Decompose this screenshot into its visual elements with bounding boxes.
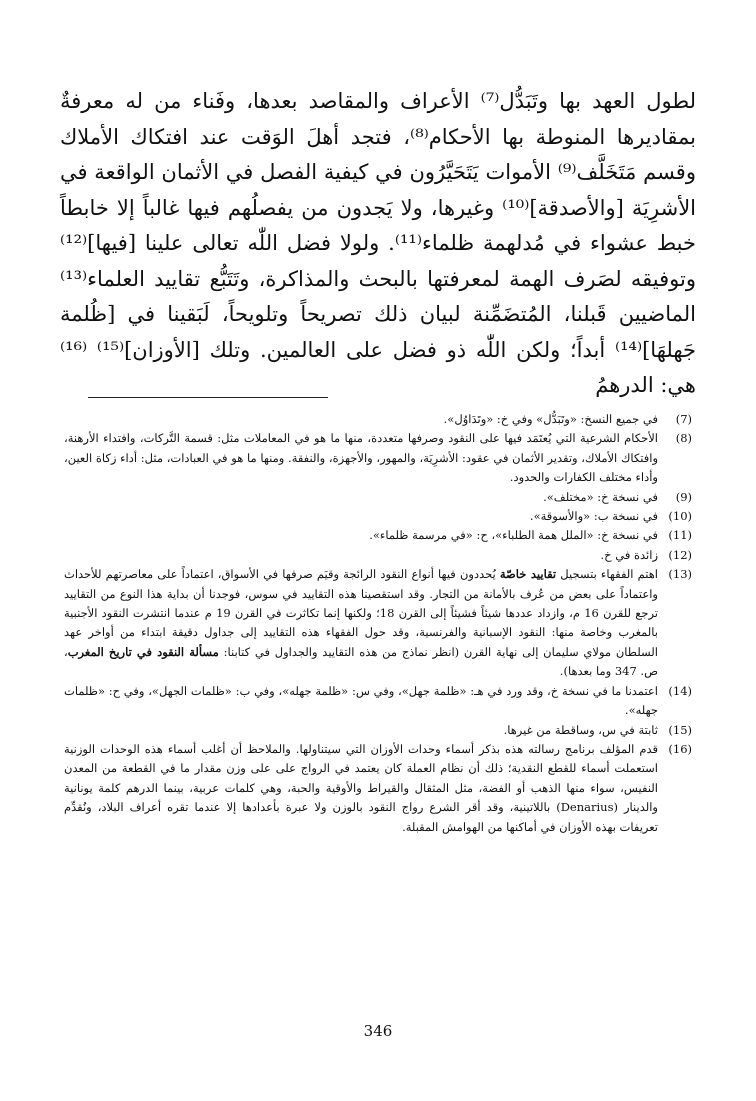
footnote-12 (64, 546, 692, 565)
footnote-text (64, 565, 658, 681)
footnote-text: قدم المؤلف برنامج رسالته هذه بذكر أسماء وحدات الأوزان التي سيتناولها. والملاحظ أن أغلب أسماء هذه الوحدات الوزنية استعملت أسماء للقطع النقدية؛ ذلك أن نظام العملة كان يعتمد في الرواج على على وزن مقدار ما في القطعة من المعدن النفيس، سواء منها الذهب أو الفضة، مثل المثقال والقيراط والأوقية والحبة، وهي كلمات عربية، بينما الدرهم كلمة يونانية والدينار (Denarius) باللاتينية، وقد أقر الشرع رواج النقود بالوزن ولا عبرة بأعدادها إلا عندما تقره أعراف البلاد، ونُقدِّم تعريفات بهذه الأوزان في أماكنها من الهوامش المقبلة. (64, 741, 658, 834)
footnote-text: الأحكام الشرعية التي يُعتَمَد فيها على النقود وصرفها متعددة، منها ما هو في المعاملات مثل: قسمة التَّركات، وافتداء الأرهنة، وافتكاك الأملاك، وتقدير الأثمان في عقود: الأشرِيَة، والمهور، والأجهزة، والنفقة. ومنها ما هو في العبادات، مثل: أداء زكاة العين، وأداء مختلف الكفارات والحدود. (64, 431, 658, 485)
footnote-text: ثابتة في س، وساقطة من غيرها. (503, 722, 658, 737)
footnote-number: (7) (675, 412, 692, 426)
page-body (60, 84, 696, 404)
footnote-text: في نسخة خ: «مختلف». (543, 489, 658, 504)
footnote-number: (11) (668, 528, 692, 543)
footnote-9 (64, 488, 692, 507)
footnote-text: زائدة في خ. (600, 547, 658, 562)
footnote-14 (64, 682, 692, 721)
main-text-block (60, 84, 696, 404)
footnotes (64, 410, 692, 837)
page-number: 346 (363, 1022, 393, 1040)
footnote-16 (64, 740, 692, 837)
footnote-15 (64, 721, 692, 740)
footnote-number: (15) (668, 722, 692, 737)
footnote-number: (10) (668, 509, 692, 524)
footnote-book-title: مسألة النقود في تاريخ المغرب (67, 644, 219, 659)
footnote-7 (64, 410, 692, 429)
footnote-text: في نسخة ب: «والأسوقة». (529, 509, 658, 524)
main-paragraph: لطول العهد بها وتَبَدُّل⁽⁷⁾ الأعراف والمقاصد بعدها، وفَناء من له معرفةٌ بمقاديرها المنوطة بها الأحكام⁽⁸⁾، فتجد أهلَ الوَقت عند افتكاك الأملاك وقسم مَتَخَلَّف⁽⁹⁾ الأموات يَتَحَيَّرُون في كيفية الفصل في الأثمان الواقعة في الأشرِيَة [والأصدقة]⁽¹⁰⁾ وغيرها، ولا يَجدون من يفصلُهم فيها غالباً إلا خابطاً خبط عشواء في مُدلهمة ظلماء⁽¹¹⁾. ولولا فضل اللّٰه تعالى علينا [فيها]⁽¹²⁾ وتوفيقه لصَرف الهمة لمعرفتها بالبحث والمذاكرة، وتَتَبُّع تقاييد العلماء⁽¹³⁾ الماضيين قَبلنا، المُتضَمِّنة لبيان ذلك تصريحاً وتلويحاً، لَبَقينا في [ظُلمة جَهلهَا]⁽¹⁴⁾ أبداً؛ ولكن اللّٰه ذو فضل على العالمين. وتلك [الأوزان]⁽¹⁵⁾ ⁽¹⁶⁾ هي: الدرهمُ (60, 89, 697, 397)
footnote-8 (64, 429, 692, 487)
footnote-text-part: اهتم الفقهاء بتسجيل (556, 567, 658, 582)
footnote-text-part: ، ص. 347 وما بعدها). (64, 644, 658, 679)
footnote-bold-term: تقاييد خاصّة (499, 567, 557, 582)
footnote-number: (13) (668, 567, 692, 582)
footnote-text: في جميع النسخ: «وتَبَدُّل» وفي خ: «وتَدَاوُل». (443, 412, 658, 426)
footnote-number: (14) (668, 683, 692, 698)
footnote-number: (12) (668, 547, 692, 562)
footnote-separator (88, 397, 328, 398)
footnote-text: اعتمدنا ما في نسخة خ، وقد ورد في هـ: «ظلمة جهل»، وفي س: «ظلمة جهله»، وفي ب: «ظلمات الجهل»، وفي ح: «ظلمات جهله». (64, 683, 658, 718)
footnote-number: (9) (675, 489, 692, 504)
footnote-number: (8) (675, 431, 692, 446)
footnote-text: في نسخة خ: «الملل همة الطلباء»، ح: «في مرسمة ظلماء». (369, 528, 658, 543)
footnote-number: (16) (668, 741, 692, 756)
footnote-13 (64, 565, 692, 681)
footnote-10 (64, 507, 692, 526)
footnote-text-part: يُحددون فيها أنواع النقود الرائجة وقيَم صرفها في الأسواق، اعتماداً على معاصرتهم للأحداث واعتماداً على بعض من عُرف بالأمانة من التجار. وقد استقصينا هذه التقاييد في سوس، فوجدنا أن بداية هذا النوع من التقاييد ترجع للقرن 16 م، وازداد عددها شيئاً فشيئاً إلى القرن 18؛ ولكنها إنما تكاثرت في القرن 19 م عندما انتشرت النقود الأجنبية بالمغرب وخاصة منها: النقود الإسبانية والفرنسية، وقد حول الفقهاء هذه التقاييد إلى جداول دقيقة ابتداء من أواخر عهد السلطان مولاي سليمان إلى نهاية القرن (انظر نماذج من هذه التقاييد والجداول في كتابنا: (64, 567, 659, 659)
footnote-11 (64, 526, 692, 545)
